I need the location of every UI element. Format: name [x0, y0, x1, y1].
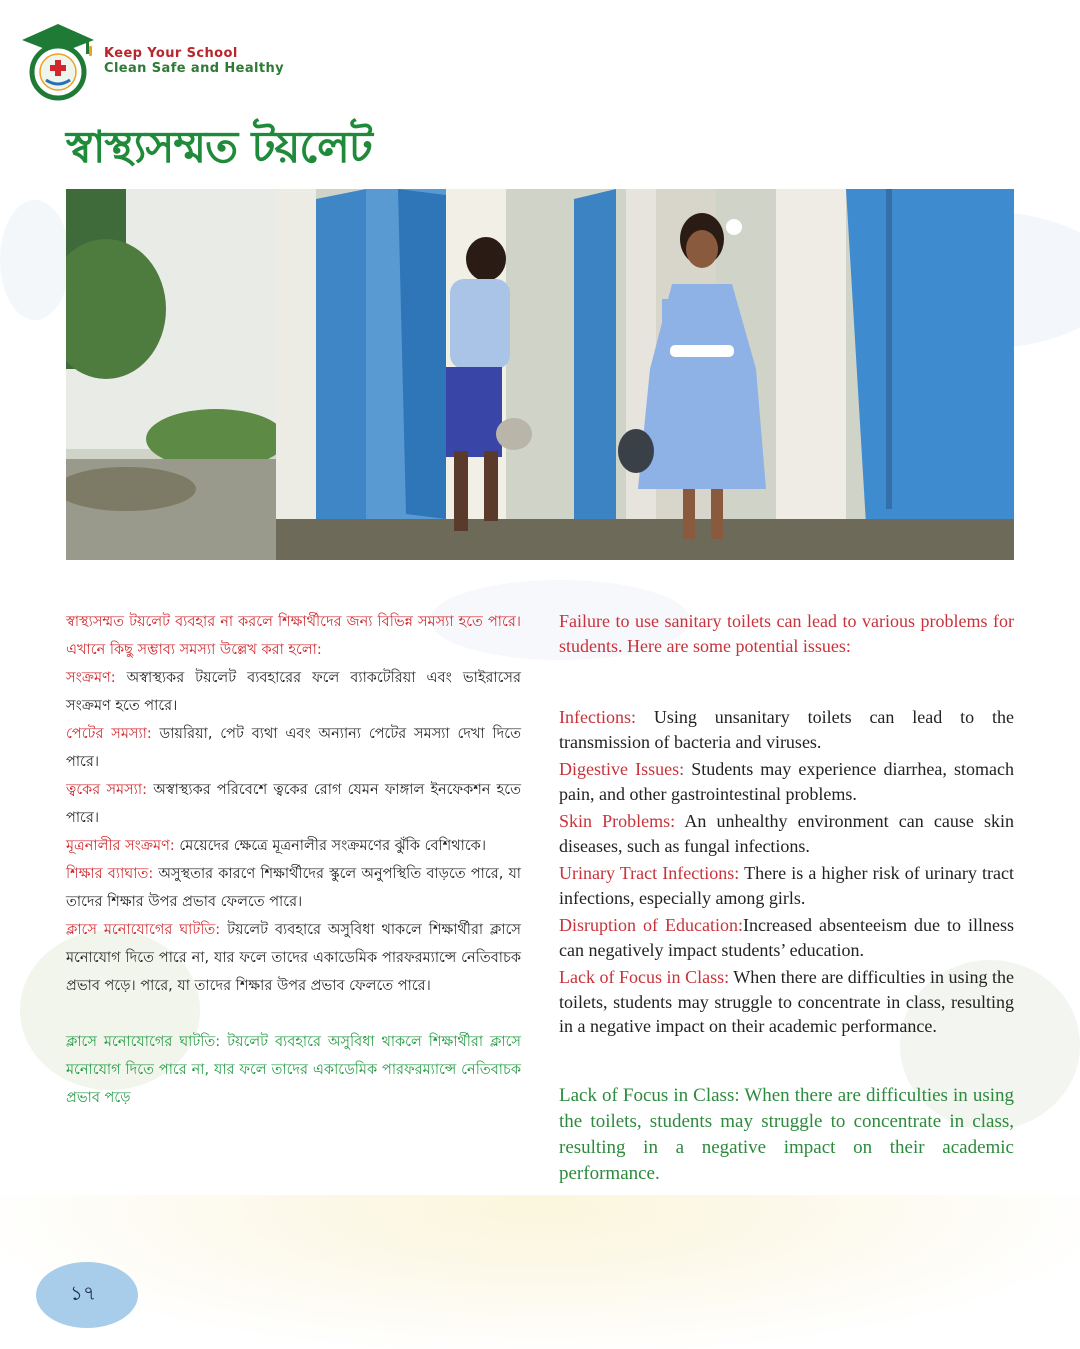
bangla-item-text: অস্বাস্থ্যকর পরিবেশে ত্বকের রোগ যেমন ফাঙ্গাল ইনফেকশন হতে পারে। [66, 782, 522, 826]
bangla-item [66, 720, 521, 776]
bangla-item [66, 776, 521, 832]
toilet-photo [66, 189, 1014, 560]
header-accent-bar [89, 46, 92, 56]
bangla-item [66, 664, 521, 720]
bangla-item [66, 916, 521, 1000]
header-line-1: Keep Your School [104, 46, 238, 61]
bangla-item-label: ক্লাসে মনোযোগের ঘাটতি: [66, 922, 221, 938]
bangla-item-label: পেটের সমস্যা: [66, 726, 152, 742]
bangla-item-text: টয়লেট ব্যবহারে অসুবিধা থাকলে শিক্ষার্থীরা ক্লাসে মনোযোগ দিতে পারে না, যার ফলে তাদের একাডেমিক পারফরম্যান্সে নেতিবাচক প্রভাব পড়ে। পারে, যা তাদের শিক্ষার উপর প্রভাব ফেলতে পারে। [66, 922, 521, 994]
bangla-item-label: সংক্রমণ: [66, 670, 116, 686]
header-line-2: Clean Safe and Healthy [104, 61, 285, 76]
bangla-item [66, 860, 521, 916]
page-number-badge: ১৭ [36, 1262, 138, 1328]
english-item-label: Disruption of Education: [559, 915, 744, 935]
english-text-column [559, 609, 1014, 1190]
english-item-text: Students may experience diarrhea, stomach pain, and other gastrointestinal problems. [559, 759, 1014, 804]
bangla-item-label: ত্বকের সমস্যা: [66, 782, 147, 798]
english-item-label: Digestive Issues: [559, 759, 685, 779]
english-item [559, 861, 1014, 910]
bangla-green-paragraph: ক্লাসে মনোযোগের ঘাটতি: টয়লেট ব্যবহারে অসুবিধা থাকলে শিক্ষার্থীরা ক্লাসে মনোযোগ দিতে পারে না, যার ফলে তাদের একাডেমিক পারফরম্যান্সে নেতিবাচক প্রভাব পড়ে [66, 1034, 521, 1106]
background-ground [0, 1195, 1080, 1349]
english-item-label: Lack of Focus in Class: [559, 967, 730, 987]
english-intro: Failure to use sanitary toilets can lead to various problems for students. Here are some potential issues: [559, 611, 1014, 656]
spacer [66, 1000, 521, 1028]
english-item-text: Increased absenteeism due to illness can negatively impact students’ education. [559, 915, 1014, 960]
bangla-item-text: ডায়রিয়া, পেট ব্যথা এবং অন্যান্য পেটের সমস্যা দেখা দিতে পারে। [66, 726, 521, 770]
english-item-label: Urinary Tract Infections: [559, 863, 740, 883]
bangla-item-text: অসুস্থতার কারণে শিক্ষার্থীদের স্কুলে অনুপস্থিতি বাড়তে পারে, যা তাদের শিক্ষার উপর প্রভাব ফেলতে পারে। [66, 866, 522, 910]
english-item [559, 757, 1014, 806]
english-item-text: When there are difficulties in using the toilets, students may struggle to concentrate in class, resulting in a negative impact on their academic performance. [559, 967, 1014, 1036]
bangla-item-text: মেয়েদের ক্ষেত্রে মূত্রনালীর সংক্রমণের ঝুঁকি বেশিথাকে। [174, 838, 487, 854]
bangla-item-text: অস্বাস্থ্যকর টয়লেট ব্যবহারের ফলে ব্যাকটেরিয়া এবং ভাইরাসের সংক্রমণ হতে পারে। [66, 670, 521, 714]
bangla-item-label: শিক্ষার ব্যাঘাত: [66, 866, 154, 882]
english-item [559, 913, 1014, 962]
header-tagline [104, 46, 284, 76]
english-item [559, 705, 1014, 754]
bangla-item [66, 832, 521, 860]
english-item-text: Using unsanitary toilets can lead to the transmission of bacteria and viruses. [559, 707, 1014, 752]
english-item [559, 965, 1014, 1039]
english-item-label: Infections: [559, 707, 636, 727]
bangla-text-column [66, 608, 521, 1112]
english-item-text: An unhealthy environment can cause skin diseases, such as fungal infections. [559, 811, 1015, 856]
english-green-paragraph: Lack of Focus in Class: When there are difficulties in using the toilets, students may struggle to concentrate in class, resulting in a negative impact on their academic performance. [559, 1084, 1014, 1184]
page-title: স্বাস্থ্যসম্মত টয়লেট [66, 122, 372, 173]
english-item-label: Skin Problems: [559, 811, 676, 831]
school-logo-icon [20, 22, 96, 102]
bangla-item-label: মূত্রনালীর সংক্রমণ: [66, 838, 175, 854]
bangla-intro: স্বাস্থ্যসম্মত টয়লেট ব্যবহার না করলে শিক্ষার্থীদের জন্য বিভিন্ন সমস্যা হতে পারে। এখানে কিছু সম্ভাব্য সমস্যা উল্লেখ করা হলো: [66, 614, 521, 658]
english-item-text: There is a higher risk of urinary tract infections, especially among girls. [559, 863, 1014, 908]
background-cloud [0, 200, 70, 320]
english-item [559, 809, 1014, 858]
